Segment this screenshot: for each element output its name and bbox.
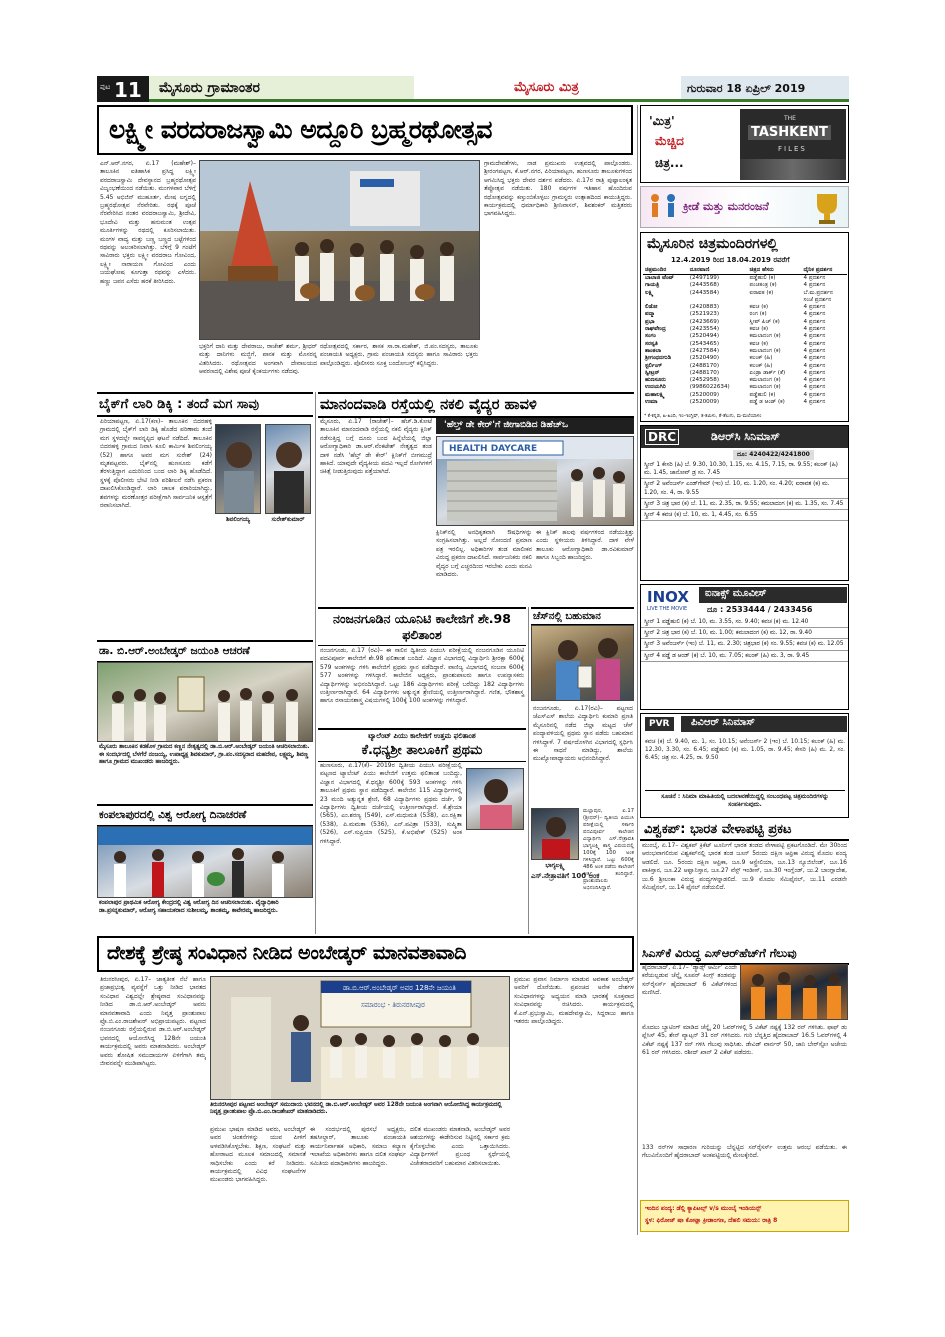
cinema-theatre: ಮಹಾಲಕ್ಷ್ಮಿ: [645, 391, 665, 398]
bottom-body-col5: [514, 976, 634, 1234]
cinema-film: ಪಂಚತಂತ್ರ (ಕ): [749, 282, 777, 289]
cinema-row: [643, 384, 847, 391]
cinema-shows: 4 ಪ್ರದರ್ಶನ: [803, 384, 826, 391]
bike-headline: ಬೈಕ್‌ಗೆ ಲಾರಿ ಡಿಕ್ಕಿ : ತಂದೆ ಮಗ ಸಾವು: [97, 392, 313, 417]
bike-body: ಪಿರಿಯಾಪಟ್ಟಣ, ಏ.17(ಕಣ)– ತಾಲೂಕಿನ ಬಿದರಹಳ್ಳಿ ಗ್ರಾಮದಲ್ಲಿ ಬೈಕ್‌ಗೆ ಲಾರಿ ಡಿಕ್ಕಿ ಹೊಡೆದ ಪರಿಣಾಮ ತಂದೆ ಮಗ ಸ್ಥಳದಲ್ಲೇ ಸಾವನ್ನಪ್ಪಿದ ಘಟನೆ ನಡೆದಿದೆ. ತಾಲೂಕಿನ ಬಿದರಹಳ್ಳಿ ಗ್ರಾಮದ ನಿವಾಸಿ ಕೂಲಿ ಕಾರ್ಮಿಕ ಶಿವಲಿಂಗಯ್ಯ (52) ಹಾಗೂ ಅವರ ಮಗ ಸುರೇಶ್ (24) ಮೃತಪಟ್ಟವರು. ಬೈಕ್‌ನಲ್ಲಿ ಹುಣಸೂರು ಕಡೆಗೆ ತೆರಳುತ್ತಿದ್ದಾಗ ಎದುರಿನಿಂದ ಬಂದ ಲಾರಿ ಡಿಕ್ಕಿ ಹೊಡೆದಿದೆ. ಸ್ಥಳಕ್ಕೆ ಪೊಲೀಸರು ಭೇಟಿ ನೀಡಿ ಪರಿಶೀಲನೆ ನಡೆಸಿ ಪ್ರಕರಣ ದಾಖಲಿಸಿಕೊಂಡಿದ್ದಾರೆ. ಲಾರಿ ಚಾಲಕ ಪರಾರಿಯಾಗಿದ್ದು, ಶವಗಳನ್ನು ಮರಣೋತ್ತರ ಪರೀಕ್ಷೆಗಾಗಿ ಸಾರ್ವಜನಿಕ ಆಸ್ಪತ್ರೆಗೆ ರವಾನಿಸಲಾಗಿದೆ.: [100, 418, 212, 510]
cinema-row: [643, 355, 847, 362]
cinema-shows: 4 ಪ್ರದರ್ಶನ: [803, 347, 826, 354]
cinema-film: ಕಮಲಾದಂಗ (ಕ): [749, 384, 781, 391]
inox-header: [699, 587, 847, 603]
ipl-headline: ಸಿಎಸ್‌ಕೆ ವಿರುದ್ಧ ಎಸ್‌ಆರ್‌ಹೆಚ್‌ಗೆ ಗೆಲುವು: [640, 944, 849, 965]
cinema-shows: 4 ಪ್ರದರ್ಶನ: [803, 340, 826, 347]
cinema-row: [643, 282, 847, 289]
lead-body-col2: [199, 343, 317, 388]
cinema-film: ಕವಚ (ಕ): [749, 304, 769, 311]
cinema-phone: (2520009): [689, 399, 720, 406]
page-number: 11: [114, 78, 142, 102]
section-banner: [149, 76, 414, 102]
poster-word-3: FILES: [778, 145, 807, 153]
victim-photo-1: [215, 424, 261, 514]
student-photo: [531, 808, 579, 860]
mitra-line3: ಚಿತ್ರ...: [655, 156, 684, 170]
cinema-shows: 4 ಪ್ರದರ್ಶನ: [803, 355, 826, 362]
showtime-row: ಸ್ಕ್ರೀನ್ 4 ಕವಚ (ಕ) ಬೆ. 10, ಮ. 1, 4.45, ಸಂ. 6.55: [641, 510, 848, 521]
chariot-illustration: [200, 161, 480, 340]
inox-logo: INOX: [647, 588, 689, 606]
chess-illustration: [532, 626, 634, 701]
cinema-film: ಪಡ್ಡೆ ಡ ಆಂಡ್ (ಕ): [749, 399, 785, 406]
stage-illustration: [211, 977, 510, 1100]
showtime-row: ಸ್ಕ್ರೀನ್ 2 ಅವೆಂಜರ್ಸ್ ಎಂಡ್‌ಗೇಮ್ (ಇಂ) ಬೆ. 10, ಮ. 1.20, ಸಂ. 4.20; ಐರಾವತ (ಕ) ಮ. 1.20, ಸಂ. 4, ರಾ. 9.55: [641, 479, 848, 498]
cinema-shows: 4 ಪ್ರದರ್ಶನ: [803, 377, 826, 384]
cinema-shows: 4 ಪ್ರದರ್ಶನ: [803, 333, 826, 340]
cinema-phone: (2443568): [689, 282, 720, 289]
cinema-film: ಕವಚ (ಕ): [749, 340, 769, 347]
cinema-row: [643, 399, 847, 406]
lead-body-col4: [484, 160, 632, 388]
clinic-illustration: [437, 437, 634, 526]
cinema-row: [643, 348, 847, 355]
date-banner: [681, 76, 849, 102]
trophy-icon: [807, 188, 847, 228]
fake-doctor-body-3: ಈ ಕ್ಲಿನಿಕ್ ಹಲವು ವರ್ಷಗಳಿಂದ ನಡೆಯುತ್ತಿತ್ತು ಎಂದು ಸ್ಥಳೀಯರು ತಿಳಿಸಿದ್ದಾರೆ. ದಾಳಿ ವೇಳೆ ತಾಲೂಕು ಆರೋಗ್ಯಾಧಿಕಾರಿ ಡಾ.ರವಿಕುಮಾರ್ ಹಾಗೂ ಸಿಬ್ಬಂದಿ ಹಾಜರಿದ್ದರು.: [536, 529, 634, 562]
showtime-row: ಸ್ಕ್ರೀನ್ 1 ಪಡ್ಡೆಹುಲಿ (ಕ) ಬೆ. 10, ಮ. 3.55, ಸಂ. 9.40; ಕವಚ (ಕ) ಮ. 12.40: [641, 617, 848, 628]
cinema-shows: ಬೆ.ಮ.ಪ್ರದರ್ಶನ: [803, 289, 833, 296]
topper-photo: [466, 768, 524, 830]
cinema-row: [643, 290, 847, 297]
mitra-line1: 'ಮಿತ್ರ': [649, 114, 675, 128]
cinema-phone: (2443584): [689, 289, 720, 296]
cinema-shows: 4 ಪ್ರದರ್ಶನ: [803, 282, 826, 289]
drc-box: [640, 425, 849, 581]
bhagya-section: [531, 808, 634, 934]
cinema-theatre: ಹುಣಸೂರು: [645, 377, 666, 384]
inox-showtimes: [641, 617, 848, 662]
cinema-theatre: ಶಾಂತಲಾ: [645, 347, 662, 354]
poster-strip: [740, 159, 846, 180]
ipl-photo: [740, 964, 848, 1020]
topper-portrait: [467, 769, 524, 830]
lead-body-3: ರಥೋತ್ಸವದಲ್ಲಿ ಸರ್ಕಾರ, ಶಾಸಕ ಸಾ.ರಾ.ಮಹೇಶ್, ಜಿ.ಪಂ.ಸದಸ್ಯರು, ತಾಲೂಕು ಪಂಚಾಯತಿ ಅಧ್ಯಕ್ಷರು, ಗ್ರಾಮ ಪಂಚಾಯತಿ ಸದಸ್ಯರು ಹಾಗೂ ಸಾವಿರಾರು ಭಕ್ತರು ಪಾಲ್ಗೊಂಡಿದ್ದರು. ಪೊಲೀಸರು ಸೂಕ್ತ ಬಂದೋಬಸ್ತ್ ಕಲ್ಪಿಸಿದ್ದರು.: [320, 343, 478, 367]
victim-name-1: ಶಿವಲಿಂಗಯ್ಯ: [225, 516, 251, 523]
cinema-theatre: ಲಕ್ಷ್ಮಿ: [645, 289, 654, 296]
page-number-box: [97, 76, 149, 102]
cinema-theatre: ಲಿಡೋ: [645, 304, 658, 311]
cinema-phone: (2543465): [689, 340, 720, 347]
sports-banner-title: ಕ್ರೀಡೆ ಮತ್ತು ಮನರಂಜನೆ: [683, 200, 769, 213]
poster-word-1: THE: [784, 115, 796, 122]
cinema-shows: 4 ಪ್ರದರ್ಶನ: [803, 275, 826, 281]
pvr-showtimes: ಕವಚ (ಕ) ಬೆ. 9.40, ಮ. 1, ಸಂ. 10.15; ಅವೆಂಜರ್ಸ್ 2 (ಇಂ) ಬೆ. 10.15; ಕಲಂಕ್ (ಹಿ) ಮ. 12.30, 3.30, ಸಂ. 6.45; ಪಡ್ಡೆಹುಲಿ (ಕ) ಮ. 1.05, ರಾ. 9.45; ಕೇಸರಿ (ಹಿ) ಮ. 2, ಸಂ. 6.45; ಚಿತ್ರ ಸಂ. 4.25, ರಾ. 9.50: [645, 739, 845, 762]
ipl-next-match: [640, 1200, 849, 1232]
showtime-row: ಸ್ಕ್ರೀನ್ 3 ಚಿತ್ರ ಭಾರ (ಕ) ಬೆ. 11, ಮ. 2.35, ರಾ. 9.55; ಕಮಲಾದಂಗ (ಕ) ಮ. 1.35, ಸಂ. 7.45: [641, 499, 848, 510]
cinema-phone: (2520009): [689, 391, 720, 398]
film-poster: [740, 109, 846, 180]
fake-doctor-body-2: ಕ್ಲಿನಿಕ್‌ನಲ್ಲಿ ಅನಧಿಕೃತವಾಗಿ ಔಷಧಿಗಳನ್ನು ಸಂಗ್ರಹಿಸಲಾಗಿತ್ತು. ಅಲ್ಲದೆ ನೋಂದಣಿ ಪ್ರಮಾಣ ಪತ್ರ ಇರಲಿಲ್ಲ. ಅಧಿಕಾರಿಗಳ ತಂಡ ಮಾಲೀಕನ ವಿರುದ್ಧ ಪ್ರಕರಣ ದಾಖಲಿಸಿದೆ. ಸಾರ್ವಜನಿಕರು ನಕಲಿ ವೈದ್ಯರ ಬಗ್ಗೆ ಎಚ್ಚರದಿಂದ ಇರಬೇಕು ಎಂದು ಮನವಿ ಮಾಡಿದರು.: [436, 529, 532, 579]
cinema-row: [643, 304, 847, 311]
bottom-body-col4: [410, 1126, 510, 1234]
drc-showtimes: [641, 460, 848, 521]
cinema-row: [643, 297, 847, 304]
cinema-row: [643, 363, 847, 370]
chess-photo: [531, 625, 634, 701]
cinema-row: [643, 377, 847, 384]
portrait-1: [216, 425, 261, 514]
college-body: ನಂಜನಗೂಡು, ಏ.17 (ರವಿ)– ಈ ಸಾಲಿನ ದ್ವಿತೀಯ ಪಿಯುಸಿ ಪರೀಕ್ಷೆಯಲ್ಲಿ ನಂಜನಗೂಡಿನ ಯೂನಿಟಿ ಪದವಿಪೂರ್ವ ಕಾಲೇಜಿಗೆ ಶೇ.98 ಫಲಿತಾಂಶ ಬಂದಿದೆ. ವಿಜ್ಞಾನ ವಿಭಾಗದಲ್ಲಿ ವಿದ್ಯಾರ್ಥಿನಿ ಶ್ರೀರಕ್ಷಾ 600ಕ್ಕೆ 579 ಅಂಕಗಳನ್ನು ಗಳಿಸಿ ಕಾಲೇಜಿಗೆ ಪ್ರಥಮ ಸ್ಥಾನ ಪಡೆದಿದ್ದಾರೆ. ವಾಣಿಜ್ಯ ವಿಭಾಗದಲ್ಲಿ ಸಂಜನಾ 600ಕ್ಕೆ 577 ಅಂಕಗಳನ್ನು ಗಳಿಸಿದ್ದಾರೆ. ಕಾಲೇಜಿನ ಅಧ್ಯಕ್ಷರು, ಪ್ರಾಂಶುಪಾಲರು ಹಾಗೂ ಉಪನ್ಯಾಸಕರು ವಿದ್ಯಾರ್ಥಿಗಳನ್ನು ಅಭಿನಂದಿಸಿದ್ದಾರೆ. ಒಟ್ಟು 186 ವಿದ್ಯಾರ್ಥಿಗಳು ಪರೀಕ್ಷೆ ಬರೆದಿದ್ದು 182 ವಿದ್ಯಾರ್ಥಿಗಳು ಉತ್ತೀರ್ಣರಾಗಿದ್ದಾರೆ. 64 ವಿದ್ಯಾರ್ಥಿಗಳು ಅತ್ಯುನ್ನತ ಶ್ರೇಣಿಯಲ್ಲಿ ಉತ್ತೀರ್ಣರಾಗಿದ್ದಾರೆ. ಗಣಿತ, ಭೌತಶಾಸ್ತ್ರ ಹಾಗೂ ರಸಾಯನಶಾಸ್ತ್ರ ವಿಷಯಗಳಲ್ಲಿ 100ಕ್ಕೆ 100 ಅಂಕಗಳನ್ನು ಗಳಿಸಿದ್ದಾರೆ.: [320, 647, 524, 705]
pvr-header: [681, 716, 847, 732]
student-name: ಭಾಗ್ಯಲಕ್ಷ್ಮಿ: [545, 862, 565, 869]
masthead: [97, 76, 849, 102]
health-day-section: [97, 804, 313, 934]
page-label: ಪುಟ: [100, 83, 111, 91]
cinema-phone: (2488170): [689, 362, 720, 369]
cinema-theatre: [643, 297, 688, 304]
cinema-theatre: ಸಂಗಂ: [645, 333, 656, 340]
cinema-film: ಕವಚ (ಕ): [749, 326, 769, 333]
fake-doctor-subhead: 'ಹೆಲ್ತ್ ಡೇ ಕೇರ್'ಗೆ ಜೀಗಾಬಿಡಿದ ಡಿಹೆಚ್‌ಒ: [444, 420, 569, 430]
cinema-theatre: ಸ್ಟರ್ಲಿಂಗ್: [645, 362, 663, 369]
cinema-shows: 4 ಪ್ರದರ್ಶನ: [803, 311, 826, 318]
rule-mid-mid: [528, 607, 529, 934]
bottom-body-4: ದಲಿತ ಮುಖಂಡರು ಮಾತನಾಡಿ, ಅಂಬೇಡ್ಕರ್ ಅವರ ಆಶಯಗಳನ್ನು ಈಡೇರಿಸುವ ನಿಟ್ಟಿನಲ್ಲಿ ಸರ್ಕಾರ ಕ್ರಮ ಕೈಗೊಳ್ಳಬೇಕು ಎಂದು ಒತ್ತಾಯಿಸಿದರು. ವಿದ್ಯಾರ್ಥಿಗಳಿಗೆ ಪ್ರಬಂಧ ಸ್ಪರ್ಧೆಯಲ್ಲಿ ವಿಜೇತರಾದವರಿಗೆ ಬಹುಮಾನ ವಿತರಿಸಲಾಯಿತು.: [410, 1126, 510, 1167]
clinic-photo: [436, 436, 634, 526]
bottom-body-5: ಪ್ರಮುಖ ಪ್ರವಾಸ ನಿರ್ಮಾಣ ಮಾಡುವ ಅವಕಾಶ ಅಂಬೇಡ್ಕರ್ ಅವರಿಗೆ ದೊರೆಯಿತು. ಪ್ರಪಂಚದ ಅನೇಕ ದೇಶಗಳ ಸಂವಿಧಾನಗಳನ್ನು ಅಧ್ಯಯನ ಮಾಡಿ ಭಾರತಕ್ಕೆ ಸೂಕ್ತವಾದ ಸಂವಿಧಾನವನ್ನು ರಚಿಸಿದರು. ಕಾರ್ಯಕ್ರಮದಲ್ಲಿ ಕೆ.ಎನ್.ಪ್ರಭುಸ್ವಾಮಿ, ಮಹದೇವಸ್ವಾಮಿ, ಸಿದ್ದರಾಜು ಹಾಗೂ ಇತರರು ಪಾಲ್ಗೊಂಡಿದ್ದರು.: [514, 976, 634, 1026]
cinema-theatre: ಉಮಾ: [645, 399, 658, 406]
bottom-headline-box: [97, 936, 634, 972]
paper-banner: [414, 76, 681, 102]
cinema-shows: 4 ಪ್ರದರ್ಶನ: [803, 369, 826, 376]
bottom-headline: ದೇಶಕ್ಕೆ ಶ್ರೇಷ್ಠ ಸಂವಿಧಾನ ನೀಡಿದ ಅಂಬೇಡ್ಕರ್ ಮಾನವತಾವಾದಿ: [107, 942, 467, 964]
cinema-phone: (9986022634): [689, 384, 730, 391]
cinema-film: ಏಂಡ್ರಾ ಡಾರ್ಕ್ (ತೆ): [749, 369, 786, 376]
cinema-phone: (2497199): [689, 275, 720, 281]
bottom-body-col1: [100, 976, 206, 1234]
cinema-shows: 4 ಪ್ರದರ್ಶನ: [803, 362, 826, 369]
bottom-photo: [210, 976, 510, 1100]
cinema-theatre: ಉದಯಗಿರಿ: [645, 384, 666, 391]
cinema-list-title: ಮೈಸೂರಿನ ಚಿತ್ರಮಂದಿರಗಳಲ್ಲಿ: [647, 236, 778, 252]
worldcup-body: ಮುಂಬೈ, ಏ.17– ವಿಶ್ವಕಪ್ ಕ್ರಿಕೆಟ್ ಟೂರ್ನಿಗೆ ಭಾರತ ತಂಡದ ವೇಳಾಪಟ್ಟಿ ಪ್ರಕಟಗೊಂಡಿದೆ. ಮೇ 30ರಿಂದ ಆರಂಭವಾಗಲಿರುವ ವಿಶ್ವಕಪ್‌ನಲ್ಲಿ ಭಾರತ ತಂಡ ಜೂನ್ 5ರಂದು ದಕ್ಷಿಣ ಆಫ್ರಿಕಾ ವಿರುದ್ಧ ಮೊದಲ ಪಂದ್ಯ ಆಡಲಿದೆ. ಜೂ. 5ರಂದು ದಕ್ಷಿಣ ಆಫ್ರಿಕಾ, ಜೂ.9 ಆಸ್ಟ್ರೇಲಿಯಾ, ಜೂ.13 ನ್ಯೂಜಿಲೆಂಡ್, ಜೂ.16 ಪಾಕಿಸ್ತಾನ, ಜೂ.22 ಆಫ್ಘಾನಿಸ್ತಾನ, ಜೂ.27 ವೆಸ್ಟ್ ಇಂಡೀಸ್, ಜೂ.30 ಇಂಗ್ಲೆಂಡ್, ಜು.2 ಬಾಂಗ್ಲಾದೇಶ, ಜು.6 ಶ್ರೀಲಂಕಾ ವಿರುದ್ಧ ಪಂದ್ಯಗಳನ್ನಾಡಲಿದೆ. ಜು.9 ಮೊದಲ ಸೆಮಿಫೈನಲ್, ಜು.11 ಎರಡನೇ ಸೆಮಿಫೈನಲ್, ಜು.14 ಫೈನಲ್ ನಡೆಯಲಿದೆ.: [642, 842, 847, 892]
cinema-table-header: [643, 266, 847, 275]
cinema-theatre: ಗಾಯತ್ರಿ: [645, 282, 660, 289]
cinema-film: ರಂಗ (ಕ): [749, 311, 767, 318]
lead-body-col1: [100, 160, 196, 388]
bottom-body-col3: [310, 1126, 406, 1234]
svg-text:HEALTH DAYCARE: HEALTH DAYCARE: [449, 444, 538, 454]
victim-photo-2: [265, 424, 311, 514]
health-day-caption: ಕಂಪಲಾಪುರ ಪ್ರಾಥಮಿಕ ಆರೋಗ್ಯ ಕೇಂದ್ರದಲ್ಲಿ ವಿಶ್ವ ಆರೋಗ್ಯ ದಿನ ಆಚರಿಸಲಾಯಿತು. ವೈದ್ಯಾಧಿಕಾರಿ ಡಾ.ಪ್ರಸನ್ನಕುಮಾರ್, ಆರೋಗ್ಯ ಸಹಾಯಕರಾದ ಸುಶೀಲಮ್ಮ, ಶಾಂತಮ್ಮ, ಕಾವೇರಮ್ಮ ಹಾಜರಿದ್ದರು.: [99, 900, 279, 914]
cinema-phone: (2452958): [689, 377, 720, 384]
lead-body-2: ಭಕ್ತರಿಗೆ ದಾನಿ ಮತ್ತು ದೇವರಾಜು, ರಾಜೇಶ್ ಶರ್ಮ, ಶ್ರೀಧರ್ ಮತ್ತು ದಾನಿಗಳು ಮಜ್ಜಿಗೆ, ಪಾನಕ ಮತ್ತು ಮೊಸರನ್ನ ವಿತರಿಸಿದರು. ರಥೋತ್ಸವದ ಅಂಗವಾಗಿ ದೇವಾಲಯದ ಆವರಣದಲ್ಲಿ ವಿಶೇಷ ಪೂಜೆ ಕೈಂಕರ್ಯಗಳು ನಡೆದವು.: [199, 343, 317, 376]
cinema-phone: (2520494): [689, 333, 720, 340]
cinema-film: [748, 297, 802, 304]
cinema-shows: ಸಂಜೆ ಪ್ರದರ್ಶನ: [803, 296, 832, 303]
health-day-photo: [97, 826, 313, 898]
fake-doctor-headline: ಮಾನಂದವಾಡಿ ರಸ್ತೆಯಲ್ಲಿ ನಕಲಿ ವೈದ್ಯರ ಹಾವಳಿ: [318, 392, 634, 418]
poster-word-2: TASHKENT: [748, 125, 831, 140]
cinema-theatre: ಶ್ರೀಗಂಧದಗುಡಿ: [645, 355, 671, 362]
victim-name-2: ಸುರೇಶ್‌ಕುಮಾರ್: [271, 516, 305, 523]
jayanti-photo: [97, 662, 313, 742]
worldcup-headline: ವಿಶ್ವಕಪ್: ಭಾರತ ವೇಳಾಪಟ್ಟಿ ಪ್ರಕಟ: [640, 820, 849, 841]
cinema-film: ಕಲಂಕ್ (ಹಿ): [749, 362, 773, 369]
paper-name: ಮೈಸೂರು ಮಿತ್ರ: [514, 80, 579, 95]
pvr-box: [640, 713, 849, 818]
bhagya-body-cont: [531, 882, 634, 934]
players-illustration: [741, 965, 848, 1020]
college-section: [318, 607, 526, 725]
bottom-body-2: ಪ್ರಮುಖ ಭಾಷಣ ಮಾಡಿದ ಅವರು, ಅಂಬೇಡ್ಕರ್ ಅವರ ಚಿಂತನೆಗಳನ್ನು ಯುವ ಪೀಳಿಗೆ ಅಳವಡಿಸಿಕೊಳ್ಳಬೇಕು. ಶಿಕ್ಷಣ, ಸಂಘಟನೆ ಮತ್ತು ಹೋರಾಟದ ಮೂಲಕ ಸಮಾಜದಲ್ಲಿ ಸಮಾನತೆ ಸಾಧಿಸಬೇಕು ಎಂದು ಕರೆ ನೀಡಿದರು. ಕಾರ್ಯಕ್ರಮದಲ್ಲಿ ವಿವಿಧ ಸಂಘಟನೆಗಳ ಮುಖಂಡರು ಭಾಗವಹಿಸಿದ್ದರು.: [210, 1126, 306, 1184]
inox-name: ಐನಾಕ್ಸ್ ಮೂವೀಸ್: [705, 588, 767, 599]
inox-phone: ದೂ : 2533444 / 2433456: [707, 605, 813, 614]
issue-date: ಗುರುವಾರ 18 ಏಪ್ರಿಲ್ 2019: [687, 82, 806, 95]
student-portrait: [532, 809, 579, 860]
cinema-theatre: ರಾಘವೇಂದ್ರ: [645, 326, 666, 333]
bottom-body-col2: [210, 1126, 306, 1234]
cinema-shows: 4 ಪ್ರದರ್ಶನ: [803, 304, 826, 311]
cinema-phone: (2423669): [689, 318, 720, 325]
banner-text-1: ಡಾ.ಬಿ.ಆರ್.ಅಂಬೇಡ್ಕರ್ ಅವರ 128ನೇ ಜಯಂತಿ: [343, 984, 456, 992]
sports-banner: [640, 186, 849, 228]
taluk-first-body: ಹುಣಸೂರು, ಏ.17(ಕೆ)– 2019ರ ದ್ವಿತೀಯ ಪಿಯುಸಿ ಪರೀಕ್ಷೆಯಲ್ಲಿ ಪಟ್ಟಣದ ಟ್ಯಾಲೆಂಟ್ ಪಿಯು ಕಾಲೇಜಿಗೆ ಉತ್ತಮ ಫಲಿತಾಂಶ ಬಂದಿದ್ದು, ವಿಜ್ಞಾನ ವಿಭಾಗದಲ್ಲಿ ಕೆ.ಧನ್ಯಶ್ರೀ 600ಕ್ಕೆ 593 ಅಂಕಗಳನ್ನು ಗಳಿಸಿ ತಾಲೂಕಿಗೆ ಪ್ರಥಮ ಸ್ಥಾನ ಪಡೆದಿದ್ದಾರೆ. ಕಾಲೇಜಿನ 115 ವಿದ್ಯಾರ್ಥಿಗಳಲ್ಲಿ 23 ಮಂದಿ ಅತ್ಯುನ್ನತ ಶ್ರೇಣಿ, 68 ವಿದ್ಯಾರ್ಥಿಗಳು ಪ್ರಥಮ ದರ್ಜೆ, 9 ವಿದ್ಯಾರ್ಥಿಗಳು ದ್ವಿತೀಯ ದರ್ಜೆಯಲ್ಲಿ ಉತ್ತೀರ್ಣರಾಗಿದ್ದಾರೆ. ಕೆ.ಶ್ರೇಯಾ (565), ಎಂ.ಶರಣ್ಯ (549), ಎಸ್.ಮಧುಮತಿ (538), ಎಂ.ರಕ್ಷಿತಾ (538), ಪಿ.ಮಮತಾ (536), ಎನ್.ಪವಿತ್ರಾ (533), ಸುಷ್ಮಿತಾ (526), ಎಸ್.ಸುಪ್ರಿಯಾ (525), ಕೆ.ಅಭಿಷೇಕ್ (525) ಅಂಕ ಗಳಿಸಿದ್ದಾರೆ.: [320, 762, 462, 845]
cinema-phone: (2420883): [689, 304, 720, 311]
worldcup-section: [640, 820, 849, 942]
health-day-headline: ಕಂಪಲಾಪುರದಲ್ಲಿ ವಿಶ್ವ ಆರೋಗ್ಯ ದಿನಾಚರಣೆ: [97, 804, 313, 826]
cinema-film: ಸ್ಲೀಪ್ ಪಿಚ್ (ಕ): [749, 318, 780, 325]
cinema-phone: (2488170): [689, 369, 720, 376]
cinema-phone: (2427584): [689, 347, 720, 354]
drc-logo: DRC: [645, 429, 679, 445]
lead-headline-box: [97, 105, 633, 155]
drc-name: ಡಿಆರ್‌ಸಿ ಸಿನಿಮಾಸ್: [711, 430, 780, 443]
cinema-row: [643, 319, 847, 326]
cinema-row: [643, 311, 847, 318]
rule-left-mid: [315, 392, 316, 934]
health-day-illustration: [98, 827, 313, 898]
pvr-name: ಪಿವಿಆರ್ ಸಿನಿಮಾಸ್: [691, 717, 755, 728]
col-theatre: ಚಿತ್ರಮಂದಿರ: [643, 266, 688, 275]
ambedkar-jayanti-section: [97, 640, 313, 800]
section-title: ಮೈಸೂರು ಗ್ರಾಮಾಂತರ: [159, 80, 260, 96]
ipl-body-2: ಮೊದಲು ಬ್ಯಾಟಿಂಗ್ ಮಾಡಿದ ಚೆನ್ನೈ 20 ಓವರ್‌ಗಳಲ್ಲಿ 5 ವಿಕೆಟ್ ನಷ್ಟಕ್ಕೆ 132 ರನ್ ಗಳಿಸಿತು. ಫಾಫ್ ಡು ಪ್ಲೆಸಿಸ್ 45, ಶೇನ್ ವ್ಯಾಟ್ಸನ್ 31 ರನ್ ಗಳಿಸಿದರು. ಗುರಿ ಬೆನ್ನತ್ತಿದ ಹೈದರಾಬಾದ್ 16.5 ಓವರ್‌ಗಳಲ್ಲಿ 4 ವಿಕೆಟ್ ನಷ್ಟಕ್ಕೆ 137 ರನ್ ಗಳಿಸಿ ಗೆಲುವು ಸಾಧಿಸಿತು. ಡೇವಿಡ್ ವಾರ್ನರ್ 50, ಜಾನಿ ಬೇರ್‌ಸ್ಟೋ ಅಜೇಯ 61 ರನ್ ಗಳಿಸಿದರು. ರಶೀದ್ ಖಾನ್ 2 ವಿಕೆಟ್ ಪಡೆದರು.: [642, 1024, 847, 1057]
cinema-shows: 4 ಪ್ರದರ್ಶನ: [803, 326, 826, 333]
taluk-first-kicker: ಟ್ಯಾಲೆಂಟ್ ಪಿಯು ಕಾಲೇಜಿಗೆ ಉತ್ತಮ ಫಲಿತಾಂಶ: [318, 728, 526, 741]
ipl-body-3: 133 ರನ್‌ಗಳ ಸಾಧಾರಣ ಗುರಿಯನ್ನು ಬೆನ್ನಟ್ಟಿದ ಸನ್‌ರೈಸರ್ಸ್ ಉತ್ತಮ ಆರಂಭ ಪಡೆಯಿತು. ಈ ಗೆಲುವಿನೊಂದಿಗೆ ಹೈದರಾಬಾದ್ ಅಂಕಪಟ್ಟಿಯಲ್ಲಿ ಮೇಲಕ್ಕೇರಿದೆ.: [642, 1144, 847, 1160]
bottom-body-3: ಈ ಸಂದರ್ಭದಲ್ಲಿ ಪುರಸಭೆ ಅಧ್ಯಕ್ಷರು, ತಹಸೀಲ್ದಾರ್, ತಾಲೂಕು ಪಂಚಾಯತಿ ಕಾರ್ಯನಿರ್ವಾಹಕ ಅಧಿಕಾರಿ, ಸಮಾಜ ಕಲ್ಯಾಣ ಇಲಾಖೆಯ ಅಧಿಕಾರಿಗಳು ಹಾಗೂ ದಲಿತ ಸಂಘರ್ಷ ಸಮಿತಿಯ ಪದಾಧಿಕಾರಿಗಳು ಹಾಜರಿದ್ದರು.: [310, 1126, 406, 1167]
cinema-film: ಪಡ್ಡೆಹುಲಿ (ಕ): [749, 391, 776, 398]
sports-figures-icon: [643, 188, 683, 228]
lead-body-col3: [320, 343, 478, 388]
bottom-photo-caption: ತಿರುನರಸೀಪುರ ಪಟ್ಟಣದ ಅಂಬೇಡ್ಕರ್ ಸಮುದಾಯ ಭವನದಲ್ಲಿ ಡಾ.ಬಿ.ಆರ್.ಅಂಬೇಡ್ಕರ್ ಅವರ 128ನೇ ಜಯಂತಿ ಅಂಗವಾಗಿ ಆಯೋಜಿಸಿದ್ದ ಕಾರ್ಯಕ್ರಮದಲ್ಲಿ ನಿವೃತ್ತ ಪ್ರಾಂಶುಪಾಲ ಪ್ರೊ.ಬಿ.ಎಂ.ರಾಜಶೇಖರ್ ಮಾತನಾಡಿದರು.: [210, 1102, 502, 1116]
mitra-line2: ಮೆಚ್ಚಿದ: [655, 134, 684, 148]
cinema-phone: (2520490): [689, 355, 720, 362]
ambedkar-jayanti-headline: ಡಾ. ಬಿ.ಆರ್.ಅಂಬೇಡ್ಕರ್ ಜಯಂತಿ ಆಚರಣೆ: [97, 640, 313, 662]
rule-right-column: [637, 105, 638, 1235]
cinema-film: ಪಡ್ಡೆಹುಲಿ (ಕ): [749, 275, 776, 281]
cinema-row: [643, 333, 847, 340]
lead-body-4: ಗ್ರಾಮದೇವತೆಗಳು, ನಾಡ ಪ್ರಮುಖರು ಉತ್ಸವದಲ್ಲಿ ಪಾಲ್ಗೊಂಡರು. ಶ್ರೀರಂಗಪಟ್ಟಣ, ಕೆ.ಆರ್.ನಗರ, ಪಿರಿಯಾಪಟ್ಟಣ, ಹುಣಸೂರು ತಾಲೂಕುಗಳಿಂದ ಆಗಮಿಸಿದ್ದ ಭಕ್ತರು ದೇವರ ದರ್ಶನ ಪಡೆದರು. ಏ.17ರ ರಾತ್ರಿ ಪುಷ್ಪಾಲಂಕೃತ ತೆಪ್ಪೋತ್ಸವ ನಡೆಯಿತು. 180 ವರ್ಷಗಳ ಇತಿಹಾಸ ಹೊಂದಿರುವ ರಥೋತ್ಸವವನ್ನು ಕಣ್ತುಂಬಿಕೊಳ್ಳಲು ಗ್ರಾಮಸ್ಥರು ಉತ್ಸಾಹದಿಂದ ಕಾಯುತ್ತಿದ್ದರು. ಕಾರ್ಯಕ್ರಮದಲ್ಲಿ ಧರ್ಮಾಧಿಕಾರಿ ಶ್ರೀನಿವಾಸನ್, ಶಿವಶಂಕರ್ ಮತ್ತಿತರರು ಭಾಗವಹಿಸಿದ್ದರು.: [484, 160, 632, 218]
cinema-theatre: ಸ್ವೀಟ್ರನ್: [645, 369, 660, 376]
cinema-footnote: * ಕೆ-ಕನ್ನಡ, ಹಿ-ಹಿಂದಿ, ಇಂ-ಇಂಗ್ಲಿಷ್, ತ-ತಮಿಳು, ತೆ-ತೆಲುಗು, ಮ-ಮಲೆಯಾಳಂ: [644, 414, 762, 419]
ipl-next-line-2: ಸ್ಥಳ: ಫಿರೋಜ್ ಷಾ ಕೋಟ್ಲಾ ಕ್ರೀಡಾಂಗಣ, ದೆಹಲಿ ಸಮಯ: ರಾತ್ರಿ 8: [645, 1217, 778, 1224]
chess-headline: ಚೆಸ್‌ನಲ್ಲಿ ಬಹುಮಾನ: [531, 607, 634, 625]
cinema-theatre: ಪ್ರಭಾ: [645, 318, 655, 325]
inox-tagline: LIVE THE MOVIE: [647, 606, 688, 612]
cinema-phone: [688, 297, 748, 304]
banner-text-2: ಸಮಾರಂಭ - ತಿರುನರಸೀಪುರ: [361, 1001, 425, 1009]
cinema-row: [643, 370, 847, 377]
showtime-row: ಸ್ಕ್ರೀನ್ 4 ಪಡ್ಡೆ ಡ ಆಂಡ್ (ಕ) ಬೆ. 10, ಮ. 7.05; ಕಲಂಕ್ (ಹಿ) ಮ. 3, ರಾ. 9.45: [641, 651, 848, 662]
chess-body: ನಂಜನಗೂಡು, ಏ.17(ರವಿ)– ಪಟ್ಟಣದ ಜೆಎಸ್‌ಎಸ್ ಶಾಲೆಯ ವಿದ್ಯಾರ್ಥಿನಿ ಕುಮಾರಿ ಪ್ರಣತಿ ಮೈಸೂರಿನಲ್ಲಿ ನಡೆದ ಜಿಲ್ಲಾ ಮಟ್ಟದ ಚೆಸ್ ಪಂದ್ಯಾವಳಿಯಲ್ಲಿ ಪ್ರಥಮ ಸ್ಥಾನ ಪಡೆದು ಬಹುಮಾನ ಗಳಿಸಿದ್ದಾಳೆ. 7 ವರ್ಷದೊಳಗಿನ ವಿಭಾಗದಲ್ಲಿ ಸ್ಪರ್ಧಿಸಿ ಈ ಸಾಧನೆ ಮಾಡಿದ್ದು, ಶಾಲೆಯ ಮುಖ್ಯೋಪಾಧ್ಯಾಯರು ಅಭಿನಂದಿಸಿದ್ದಾರೆ.: [533, 705, 633, 763]
fake-doctor-section: [318, 392, 634, 602]
ipl-next-line-1: ಇಂದಿನ ಪಂದ್ಯ: ಡೆಲ್ಲಿ ಕ್ಯಾಪಿಟಲ್ಸ್ v/s ಮುಂಬೈ ಇಂಡಿಯನ್ಸ್: [645, 1205, 762, 1212]
cinema-film: ಕಮಲಾದಂಗ (ಕ): [749, 377, 781, 384]
lead-body-1: ಎನ್.ಆರ್.ನಗರ, ಏ.17 (ಮಹೇಶ್)– ತಾಲೂಕಿನ ಐತಿಹಾಸಿಕ ಪ್ರಸಿದ್ಧ ಲಕ್ಷ್ಮೀ ವರದರಾಜಸ್ವಾಮಿ ದೇವಸ್ಥಾನದ ಬ್ರಹ್ಮರಥೋತ್ಸವ ವಿಜೃಂಭಣೆಯಿಂದ ನಡೆಯಿತು. ಮಂಗಳವಾರ ಬೆಳಿಗ್ಗೆ 5.45 ಅಭಿಜಿನ್ ಮುಹೂರ್ತ, ಮೇಷ ಲಗ್ನದಲ್ಲಿ ಬ್ರಹ್ಮರಥೋತ್ಸವ ನೆರವೇರಿತು. ರಥಕ್ಕೆ ಪೂಜೆ ನೆರವೇರಿಸಿದ ನಂತರ ವರದರಾಜಸ್ವಾಮಿ, ಶ್ರೀದೇವಿ, ಭೂದೇವಿ ಮತ್ತು ಹನುಮಂತ ಉತ್ಸವ ಮೂರ್ತಿಗಳನ್ನು ರಥದಲ್ಲಿ ಕೂರಿಸಲಾಯಿತು. ಮಂಗಳ ವಾದ್ಯ ಮತ್ತು ಬಣ್ಣ ಬಣ್ಣದ ಬಟ್ಟೆಗಳಿಂದ ರಥವನ್ನು ಅಲಂಕರಿಸಲಾಗಿತ್ತು. ಬೆಳಿಗ್ಗೆ 9 ಗಂಟೆಗೆ ಸಾವಿರಾರು ಭಕ್ತರು ಲಕ್ಷ್ಮೀ ವರದರಾಜ ಗೋವಿಂದ, ಲಕ್ಷ್ಮೀ ನಾರಾಯಣ ಗೋವಿಂದ ಎಂದು ಜಯಘೋಷ ಕೂಗುತ್ತಾ ರಥವನ್ನು ಎಳೆದರು. ಹಣ್ಣು ಜವನ ಎಸೆದು ಹರಕೆ ತೀರಿಸಿದರು.: [100, 160, 196, 285]
cinema-list-dates: 12.4.2019 ರಿಂದ 18.04.2019 ರವರೆಗೆ: [671, 256, 790, 264]
cinema-film: ಕಲಂಕ್ (ಹಿ): [749, 355, 773, 362]
taluk-first-section: [318, 728, 526, 933]
chess-section: [531, 607, 634, 805]
cinema-theatre: ಬಾಲಾಜಿ ಟೆಂಟ್: [645, 275, 674, 281]
bhagya-body: ಮಲ್ಲಾಪುರ, ಏ.17 (ಶ್ರೀಧರ್)– ದ್ವಿತೀಯ ಪಿಯುಸಿ ಪರೀಕ್ಷೆಯಲ್ಲಿ ಸರ್ಕಾರಿ ಪದವಿಪೂರ್ವ ಕಾಲೇಜಿನ ವಿದ್ಯಾರ್ಥಿನಿ ಎಸ್.ನೇತ್ರಾವತಿ ಭಾಗ್ಯಲಕ್ಷ್ಮಿ ಶಾಸ್ತ್ರ ವಿಷಯದಲ್ಲಿ 100ಕ್ಕೆ 100 ಅಂಕ ಗಳಿಸಿದ್ದಾರೆ. ಒಟ್ಟು 600ಕ್ಕೆ 486 ಅಂಕ ಪಡೆದು ಕಾಲೇಜಿಗೆ ಕೀರ್ತಿ ತಂದಿದ್ದಾರೆ. ಪ್ರಾಂಶುಪಾಲರು ಅಭಿನಂದಿಸಿದ್ದಾರೆ.: [583, 808, 634, 891]
fake-doctor-body-1: ಮೈಸೂರು, ಏ.17 (ರಾಜೇಶ್)– ಹೆಚ್.ಡಿ.ಕೋಟೆ ತಾಲೂಕಿನ ಮಾನಂದವಾಡಿ ರಸ್ತೆಯಲ್ಲಿ ನಕಲಿ ವೈದ್ಯರು ಕ್ಲಿನಿಕ್ ನಡೆಸುತ್ತಿದ್ದ ಬಗ್ಗೆ ದೂರು ಬಂದ ಹಿನ್ನೆಲೆಯಲ್ಲಿ ಜಿಲ್ಲಾ ಆರೋಗ್ಯಾಧಿಕಾರಿ ಡಾ.ಆರ್.ವೆಂಕಟೇಶ್ ನೇತೃತ್ವದ ತಂಡ ದಾಳಿ ನಡೆಸಿ 'ಹೆಲ್ತ್ ಡೇ ಕೇರ್' ಕ್ಲಿನಿಕ್‌ಗೆ ಬೀಗಮುದ್ರೆ ಹಾಕಿದೆ. ಯಾವುದೇ ವೈದ್ಯಕೀಯ ಪದವಿ ಇಲ್ಲದೆ ರೋಗಿಗಳಿಗೆ ಚಿಕಿತ್ಸೆ ನೀಡುತ್ತಿರುವುದು ಪತ್ತೆಯಾಗಿದೆ.: [320, 418, 432, 476]
cinema-film: ಕಮಲಾದಂಗ (ಕ): [749, 333, 781, 340]
ipl-section: [640, 944, 849, 1234]
cinema-row: [643, 275, 847, 283]
college-headline: ನಂಜನಗೂಡಿನ ಯೂನಿಟಿ ಕಾಲೇಜಿಗೆ ಶೇ.98 ಫಲಿತಾಂಶ: [318, 607, 526, 646]
mitra-film-box: [640, 105, 849, 183]
cinema-film: ಐರಾವತ (ಕ): [749, 289, 774, 296]
bike-section: [97, 392, 313, 636]
cinema-shows: 4 ಪ್ರದರ್ಶನ: [803, 391, 826, 398]
bhagya-headline-2: ಎಸ್.ನೇತ್ರಾವತಿಗೆ 100 ಅಂಕ: [531, 872, 600, 880]
cinema-shows: 4 ಪ್ರದರ್ಶನ: [803, 399, 826, 406]
inox-box: [640, 584, 849, 710]
pvr-logo: PVR: [645, 717, 674, 731]
cinema-list-box: [640, 232, 849, 422]
cinema-film: ಕಮಲಾದಂಗ (ಕ): [749, 347, 781, 354]
showtime-row: ಸ್ಕ್ರೀನ್ 1 ಕೇಸರಿ (ಹಿ) ಬೆ. 9.30, 10.30, 1.15, ಸಂ. 4.15, 7.15, ರಾ. 9.55; ಕಲಂಕ್ (ಹಿ) ಮ. 1.45, ಜಾನೋವ್ ಡ್ರ ಸಂ. 7.45: [641, 460, 848, 479]
col-shows: ದೈನಿಕ ಪ್ರದರ್ಶನ: [802, 266, 848, 275]
showtime-row: ಸ್ಕ್ರೀನ್ 2 ಚಿತ್ರ ಭಾರ (ಕ) ಬೆ. 10, ಮ. 1.00; ಕಮಲಾದಂಗ (ಕ) ಮ. 12, ರಾ. 9.40: [641, 628, 848, 639]
cinema-theatre: ಪದ್ಮಾ: [645, 311, 655, 318]
chariot-photo: [199, 160, 480, 340]
ipl-body-1: ಹೈದರಾಬಾದ್, ಏ.17– 'ಡ್ಯಾಡ್ಸ್ ಆರ್ಮಿ' ಎಂದೇ ಕರೆಯಲ್ಪಡುವ ಚೆನ್ನೈ ಸೂಪರ್ ಕಿಂಗ್ಸ್ ತಂಡವನ್ನು ಸನ್‌ರೈಸರ್ಸ್ ಹೈದರಾಬಾದ್ 6 ವಿಕೆಟ್‌ಗಳಿಂದ ಮಣಿಸಿದೆ.: [642, 964, 737, 997]
cinema-shows: 4 ಪ್ರದರ್ಶನ: [803, 318, 826, 325]
cinema-table-body: [643, 275, 847, 407]
cinema-phone: (2423554): [689, 326, 720, 333]
col-film: ಚಿತ್ರದ ಹೆಸರು: [748, 266, 802, 275]
pvr-note: ಸೂಚನೆ : ಸಿನಿಮಾ ಮಾಹಿತಿಯಲ್ಲಿ ಬದಲಾವಣೆಯಿದ್ದಲ್ಲಿ ಸಂಬಂಧಪಟ್ಟ ಚಿತ್ರಮಂದಿರಗಳನ್ನು ಸಂಪರ್ಕಿಸುವುದು.: [645, 790, 845, 816]
drc-header: [641, 426, 848, 448]
ambedkar-jayanti-caption: ಮೈಸೂರು ತಾಲೂಕಿನ ಕಡಕೊಳ ಗ್ರಾಮದ ಕಣ್ಣನ ನೇತೃತ್ವದಲ್ಲಿ ಡಾ.ಬಿ.ಆರ್.ಅಂಬೇಡ್ಕರ್ ಜಯಂತಿ ಆಚರಿಸಲಾಯಿತು. ಈ ಸಂದರ್ಭದಲ್ಲಿ ಬೆಳಗೆರೆ ನಂಜಯ್ಯ, ಉಪಾಧ್ಯಕ್ಷ ಶಿವಕುಮಾರ್, ಗ್ರಾ.ಪಂ.ಸದಸ್ಯರಾದ ಮಹದೇವ, ಲಕ್ಷ್ಮಮ್ಮ, ಶಿವಣ್ಣ ಹಾಗೂ ಗ್ರಾಮದ ಮುಖಂಡರು ಹಾಜರಿದ್ದರು.: [99, 744, 310, 766]
jayanti-illustration: [98, 663, 313, 742]
showtime-row: ಸ್ಕ್ರೀನ್ 3 ಅವೆಂಜರ್ಸ್ (ಇಂ) ಬೆ. 11, ಮ. 2.30; ಚಿತ್ರಭಾರ (ಕ) ಸಂ. 9.55; ಕವಚ (ಕ) ಮ. 12.05: [641, 639, 848, 650]
portrait-2: [266, 425, 311, 514]
col-phone: ದೂರವಾಣಿ: [688, 266, 748, 275]
cinema-phone: (2521923): [689, 311, 720, 318]
drc-phone: ದೂ: 4240422/4241800: [733, 450, 814, 460]
cinema-row: [643, 326, 847, 333]
bottom-body-1: ತಿರುನರಸೀಪುರ, ಏ.17– ಜಾತ್ಯತೀತ ನೆಲೆ ಹಾಗೂ ಪ್ರಜಾಪ್ರಭುತ್ವ ವ್ಯವಸ್ಥೆಗೆ ಒತ್ತು ನೀಡಿದ ಭಾರತದ ಸಂವಿಧಾನ ವಿಶ್ವದಲ್ಲೇ ಶ್ರೇಷ್ಠವಾದ ಸಂವಿಧಾನವನ್ನು ನೀಡಿದ ಡಾ.ಬಿ.ಆರ್.ಅಂಬೇಡ್ಕರ್ ಅವರು ಮಾನವತಾವಾದಿ ಎಂದು ನಿವೃತ್ತ ಪ್ರಾಂಶುಪಾಲ ಪ್ರೊ.ಬಿ.ಎಂ.ರಾಜಶೇಖರ್ ಅಭಿಪ್ರಾಯಪಟ್ಟರು. ಪಟ್ಟಣದ ನಂಜನಗೂಡು ರಸ್ತೆಯಲ್ಲಿರುವ ಡಾ.ಬಿ.ಆರ್.ಅಂಬೇಡ್ಕರ್ ಭವನದಲ್ಲಿ ಆಯೋಜಿಸಿದ್ದ 128ನೇ ಜಯಂತಿ ಕಾರ್ಯಕ್ರಮದಲ್ಲಿ ಅವರು ಮಾತನಾಡಿದರು. ಅಂಬೇಡ್ಕರ್ ಅವರು ಶೋಷಿತ ಸಮುದಾಯಗಳ ಏಳಿಗೆಗಾಗಿ ತಮ್ಮ ಜೀವನವನ್ನೇ ಮುಡಿಪಾಗಿಟ್ಟರು.: [100, 976, 206, 1068]
fake-doctor-subhead-box: [436, 418, 634, 434]
cinema-row: [643, 392, 847, 399]
cinema-theatre: ಸರಸ್ವತಿ: [645, 340, 658, 347]
taluk-first-headline: ಕೆ.ಧನ್ಯಶ್ರೀ ತಾಲೂಕಿಗೆ ಪ್ರಥಮ: [318, 741, 526, 762]
cinema-table: [643, 266, 847, 406]
cinema-row: [643, 341, 847, 348]
lead-headline: ಲಕ್ಷ್ಮೀ ವರದರಾಜಸ್ವಾಮಿ ಅದ್ದೂರಿ ಬ್ರಹ್ಮರಥೋತ್ಸವ: [109, 115, 492, 144]
